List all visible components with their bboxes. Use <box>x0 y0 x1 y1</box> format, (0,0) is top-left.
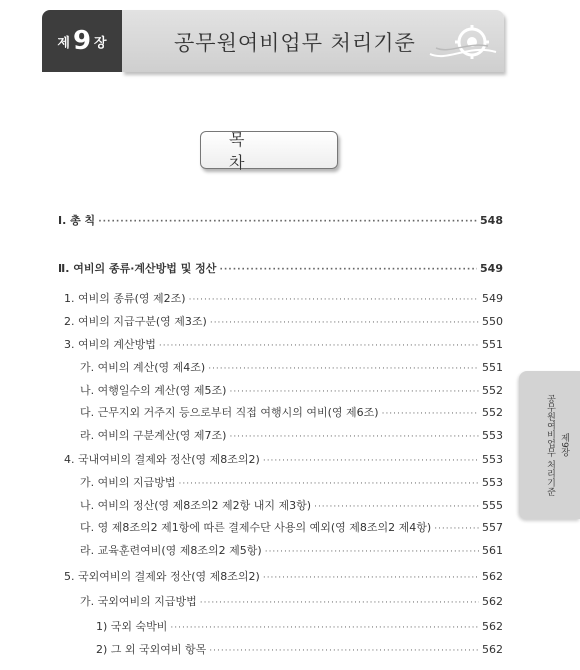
toc-entry-page: 562 <box>482 570 503 583</box>
toc-entry-page: 549 <box>482 292 503 305</box>
toc-entry[interactable] <box>58 212 503 228</box>
toc-entry-label: 다. 근무지외 거주지 등으로부터 직접 여행시의 여비(영 제6조) <box>80 406 379 419</box>
toc-entry-page: 550 <box>482 315 503 328</box>
toc-entry-page: 549 <box>480 262 503 275</box>
toc-leader-dots <box>159 341 479 351</box>
toc-leader-dots <box>229 387 479 397</box>
toc-entry-page: 552 <box>482 384 503 397</box>
toc-entry-page: 553 <box>482 453 503 466</box>
chapter-number: 9 <box>72 26 92 56</box>
toc-entry[interactable] <box>96 641 503 657</box>
toc-entry-label: 1. 여비의 종류(영 제2조) <box>64 292 186 305</box>
toc-entry[interactable] <box>80 427 503 443</box>
chapter-number-box <box>42 10 122 72</box>
toc-entry-page: 552 <box>482 406 503 419</box>
toc-entry[interactable] <box>80 404 503 420</box>
toc-entry-label: 나. 여비의 정산(영 제8조의2 제2항 내지 제3항) <box>80 499 312 512</box>
toc-leader-dots <box>208 364 479 374</box>
side-tab-chapter: 제9장 <box>559 433 569 457</box>
toc-entry[interactable] <box>80 359 503 375</box>
toc-leader-dots <box>189 295 479 305</box>
toc-entry-label: 3. 여비의 계산방법 <box>64 338 156 351</box>
toc-leader-dots <box>314 502 479 512</box>
toc-entry-page: 553 <box>482 476 503 489</box>
chapter-title-box <box>122 10 504 72</box>
toc-leader-dots <box>434 524 479 534</box>
toc-entry[interactable] <box>64 290 503 306</box>
chapter-prefix: 제 <box>57 35 70 51</box>
toc-entry-page: 562 <box>482 643 503 656</box>
toc-entry-page: 555 <box>482 499 503 512</box>
toc-entry[interactable] <box>80 474 503 490</box>
toc-entry-label: 2. 여비의 지급구분(영 제3조) <box>64 315 207 328</box>
toc-entry[interactable] <box>96 618 503 634</box>
toc-entry[interactable] <box>58 260 503 276</box>
toc-leader-dots <box>263 573 479 583</box>
chapter-title: 공무원여비업무 처리기준 <box>174 31 416 55</box>
toc-leader-dots <box>265 547 479 557</box>
toc-entry[interactable] <box>64 336 503 352</box>
toc-entry-page: 561 <box>482 544 503 557</box>
toc-entry-label: 4. 국내여비의 결제와 정산(영 제8조의2) <box>64 453 260 466</box>
toc-leader-dots <box>170 623 479 633</box>
toc-leader-dots <box>200 598 479 608</box>
toc-label: 목 차 <box>200 131 338 169</box>
toc-entry-page: 548 <box>480 214 503 227</box>
toc-leader-dots <box>209 646 479 656</box>
toc-entry-page: 562 <box>482 595 503 608</box>
toc-leader-dots <box>179 479 480 489</box>
toc-entry-label: 5. 국외여비의 결제와 정산(영 제8조의2) <box>64 570 260 583</box>
toc-entry[interactable] <box>80 497 503 513</box>
gear-decoration-icon <box>428 24 498 64</box>
toc-leader-dots <box>210 318 479 328</box>
toc-entry[interactable] <box>64 451 503 467</box>
toc-leader-dots <box>219 265 477 275</box>
toc-leader-dots <box>382 409 479 419</box>
toc-entry[interactable] <box>64 568 503 584</box>
toc-entry-label: 1) 국외 숙박비 <box>96 620 168 633</box>
toc-entry-label: 라. 여비의 구분계산(영 제7조) <box>80 429 227 442</box>
toc-entry-label: Ⅰ. 총 칙 <box>58 214 96 227</box>
toc-entry[interactable] <box>80 382 503 398</box>
toc-entry[interactable] <box>80 542 503 558</box>
toc-entry-page: 562 <box>482 620 503 633</box>
toc-entry-label: 나. 여행일수의 계산(영 제5조) <box>80 384 227 397</box>
toc-entry-label: 가. 국외여비의 지급방법 <box>80 595 197 608</box>
toc-entry-page: 553 <box>482 429 503 442</box>
toc-entry[interactable] <box>80 519 503 535</box>
toc-entry[interactable] <box>64 313 503 329</box>
toc-entry[interactable] <box>80 593 503 609</box>
chapter-side-tab[interactable] <box>519 371 580 519</box>
toc-entry-label: 가. 여비의 계산(영 제4조) <box>80 361 206 374</box>
side-tab-title: 공무원여비업무 처리기준 <box>545 394 555 496</box>
toc-entry-label: 라. 교육훈련여비(영 제8조의2 제5항) <box>80 544 262 557</box>
toc-entry-label: 다. 영 제8조의2 제1항에 따른 결제수단 사용의 예외(영 제8조의2 제4항) <box>80 521 432 534</box>
chapter-header <box>42 10 504 72</box>
toc-entry-label: Ⅱ. 여비의 종류·계산방법 및 정산 <box>58 262 217 275</box>
toc-entry-page: 557 <box>482 521 503 534</box>
toc-leader-dots <box>98 217 477 227</box>
toc-leader-dots <box>229 432 479 442</box>
toc-entry-page: 551 <box>482 361 503 374</box>
toc-entry-label: 2) 그 외 국외여비 항목 <box>96 643 207 656</box>
toc-leader-dots <box>263 456 479 466</box>
side-tab-text <box>527 381 571 509</box>
chapter-suffix: 장 <box>94 35 107 51</box>
toc-entry-page: 551 <box>482 338 503 351</box>
toc-entry-label: 가. 여비의 지급방법 <box>80 476 176 489</box>
